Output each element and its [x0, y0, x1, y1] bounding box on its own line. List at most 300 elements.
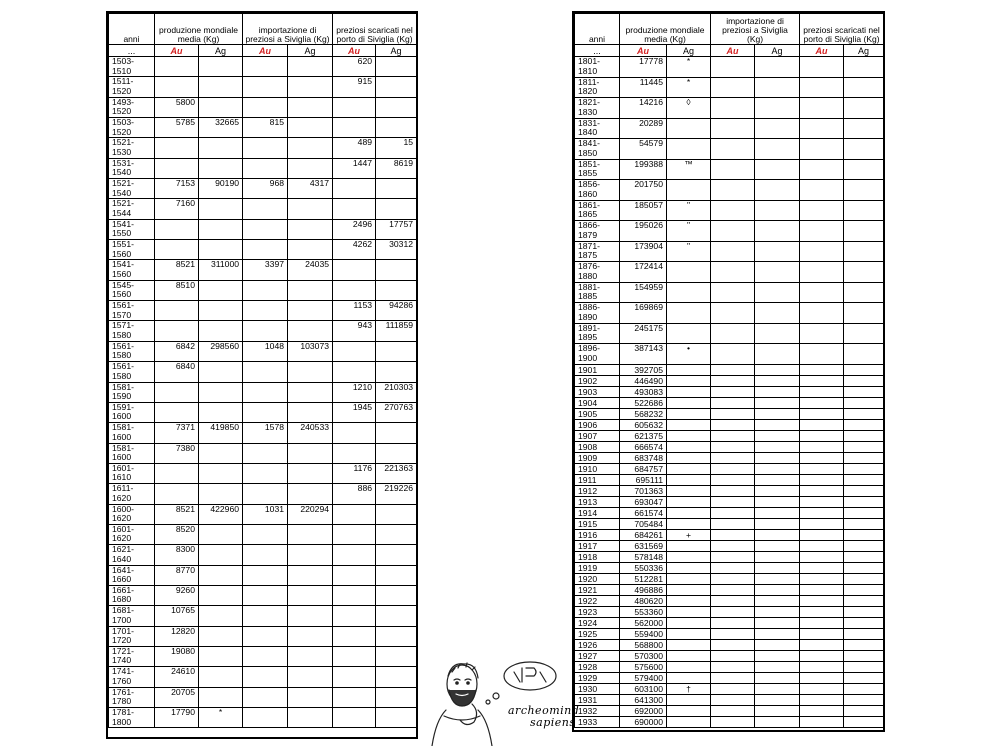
table-row — [575, 57, 884, 78]
importazione-ag-cell — [755, 562, 800, 573]
produzione-au-cell: 8521 — [155, 260, 199, 280]
anni-cell: 1551-1560 — [109, 240, 155, 260]
importazione-au-cell — [711, 485, 755, 496]
preziosi-au-cell: 1945 — [333, 402, 376, 422]
preziosi-ag-cell: 17757 — [376, 219, 417, 239]
importazione-au-cell — [711, 118, 755, 139]
table-row — [109, 77, 417, 97]
produzione-au-cell: 684757 — [620, 463, 667, 474]
produzione-ag-cell — [667, 408, 711, 419]
table-row — [575, 419, 884, 430]
anni-cell: 1933 — [575, 716, 620, 727]
anni-cell: 1811-1820 — [575, 77, 620, 98]
importazione-au-cell — [711, 694, 755, 705]
importazione-au-cell — [711, 375, 755, 386]
table-row — [575, 303, 884, 324]
anni-cell: 1912 — [575, 485, 620, 496]
importazione-au-cell — [711, 200, 755, 221]
importazione-au-cell — [243, 646, 288, 666]
produzione-au-cell: 20705 — [155, 687, 199, 707]
preziosi-au-cell — [333, 179, 376, 199]
preziosi-ag-cell — [844, 139, 884, 160]
preziosi-ag-cell — [844, 540, 884, 551]
preziosi-au-cell — [333, 362, 376, 382]
preziosi-ag-cell — [844, 386, 884, 397]
produzione-ag-cell — [667, 562, 711, 573]
anni-cell: 1896-1900 — [575, 344, 620, 365]
produzione-au-cell: 480620 — [620, 595, 667, 606]
produzione-ag-cell — [199, 687, 243, 707]
anni-cell: 1914 — [575, 507, 620, 518]
preziosi-au-cell — [800, 159, 844, 180]
produzione-au-cell: 172414 — [620, 262, 667, 283]
produzione-ag-cell: † — [667, 683, 711, 694]
produzione-au-cell: 684261 — [620, 529, 667, 540]
table-row — [575, 139, 884, 160]
anni-cell: 1545-1560 — [109, 280, 155, 300]
importazione-au-cell — [243, 565, 288, 585]
preziosi-ag-cell — [844, 364, 884, 375]
preziosi-ag-cell — [376, 443, 417, 463]
anni-cell: 1932 — [575, 705, 620, 716]
importazione-ag-cell — [288, 382, 333, 402]
importazione-ag-cell — [755, 485, 800, 496]
preziosi-au-cell — [800, 617, 844, 628]
preziosi-au-cell — [800, 463, 844, 474]
preziosi-au-cell: 1447 — [333, 158, 376, 178]
anni-cell: 1521-1530 — [109, 138, 155, 158]
produzione-ag-cell — [199, 57, 243, 77]
importazione-au-cell — [711, 584, 755, 595]
importazione-ag-cell — [755, 262, 800, 283]
preziosi-ag-cell — [844, 474, 884, 485]
preziosi-ag-cell — [844, 694, 884, 705]
preziosi-ag-cell — [844, 716, 884, 727]
anni-cell: 1761-1780 — [109, 687, 155, 707]
preziosi-au-cell — [800, 474, 844, 485]
anni-cell: 1721-1740 — [109, 646, 155, 666]
anni-cell: 1503-1520 — [109, 118, 155, 138]
table-row — [109, 280, 417, 300]
importazione-au-cell — [711, 344, 755, 365]
anni-cell: 1910 — [575, 463, 620, 474]
produzione-ag-cell — [667, 323, 711, 344]
anni-cell: 1521-1544 — [109, 199, 155, 219]
header-au: Au — [243, 45, 288, 57]
produzione-ag-cell — [667, 672, 711, 683]
preziosi-ag-cell — [844, 661, 884, 672]
produzione-au-cell: 5785 — [155, 118, 199, 138]
table-row — [109, 565, 417, 585]
produzione-ag-cell — [199, 443, 243, 463]
importazione-ag-cell — [288, 219, 333, 239]
produzione-ag-cell — [667, 716, 711, 727]
importazione-ag-cell — [755, 282, 800, 303]
preziosi-au-cell — [333, 585, 376, 605]
importazione-au-cell — [711, 452, 755, 463]
produzione-ag-cell: 90190 — [199, 179, 243, 199]
header-au: Au — [620, 45, 667, 57]
anni-cell: 1581-1600 — [109, 423, 155, 443]
preziosi-ag-cell — [376, 199, 417, 219]
header-ag: Ag — [755, 45, 800, 57]
table-row — [575, 661, 884, 672]
table-row — [575, 323, 884, 344]
table-row — [575, 496, 884, 507]
importazione-au-cell — [711, 474, 755, 485]
produzione-au-cell — [155, 321, 199, 341]
importazione-ag-cell — [755, 303, 800, 324]
table-row — [575, 397, 884, 408]
anni-cell: 1931 — [575, 694, 620, 705]
anni-cell: 1561-1580 — [109, 362, 155, 382]
produzione-ag-cell — [199, 463, 243, 483]
importazione-au-cell — [711, 262, 755, 283]
anni-cell: 1581-1590 — [109, 382, 155, 402]
preziosi-ag-cell — [376, 504, 417, 524]
preziosi-au-cell — [333, 260, 376, 280]
anni-cell: 1902 — [575, 375, 620, 386]
preziosi-ag-cell — [844, 241, 884, 262]
produzione-ag-cell — [199, 362, 243, 382]
preziosi-au-cell — [800, 650, 844, 661]
produzione-au-cell — [155, 484, 199, 504]
anni-cell: 1920 — [575, 573, 620, 584]
preziosi-au-cell — [800, 323, 844, 344]
importazione-ag-cell — [755, 694, 800, 705]
produzione-au-cell: 493083 — [620, 386, 667, 397]
table-row — [575, 562, 884, 573]
importazione-au-cell — [243, 382, 288, 402]
preziosi-ag-cell — [376, 118, 417, 138]
table-row — [109, 382, 417, 402]
produzione-ag-cell — [199, 97, 243, 117]
anni-cell: 1886-1890 — [575, 303, 620, 324]
anni-cell: 1856-1860 — [575, 180, 620, 201]
importazione-ag-cell — [755, 595, 800, 606]
importazione-au-cell — [711, 705, 755, 716]
anni-cell: 1917 — [575, 540, 620, 551]
preziosi-au-cell: 943 — [333, 321, 376, 341]
importazione-ag-cell — [755, 474, 800, 485]
preziosi-au-cell: 2496 — [333, 219, 376, 239]
produzione-ag-cell — [667, 262, 711, 283]
importazione-au-cell — [243, 606, 288, 626]
importazione-au-cell — [711, 98, 755, 119]
preziosi-ag-cell — [844, 282, 884, 303]
importazione-ag-cell — [288, 443, 333, 463]
preziosi-ag-cell: 30312 — [376, 240, 417, 260]
preziosi-ag-cell — [844, 639, 884, 650]
importazione-au-cell: 1578 — [243, 423, 288, 443]
importazione-au-cell — [711, 323, 755, 344]
importazione-au-cell — [711, 551, 755, 562]
header-produzione: produzione mondiale media (Kg) — [620, 14, 711, 45]
anni-cell: 1611-1620 — [109, 484, 155, 504]
table-row — [575, 364, 884, 375]
table-row — [575, 463, 884, 474]
importazione-au-cell — [711, 430, 755, 441]
table-row — [109, 97, 417, 117]
anni-cell: 1641-1660 — [109, 565, 155, 585]
importazione-ag-cell — [755, 408, 800, 419]
produzione-au-cell: 690000 — [620, 716, 667, 727]
produzione-ag-cell — [199, 301, 243, 321]
importazione-ag-cell — [755, 419, 800, 430]
preziosi-ag-cell: 219226 — [376, 484, 417, 504]
importazione-ag-cell — [288, 158, 333, 178]
importazione-au-cell — [711, 518, 755, 529]
preziosi-au-cell: 620 — [333, 57, 376, 77]
importazione-ag-cell — [288, 646, 333, 666]
table-row — [575, 672, 884, 683]
produzione-au-cell: 512281 — [620, 573, 667, 584]
produzione-ag-cell: ™ — [667, 159, 711, 180]
produzione-ag-cell — [667, 661, 711, 672]
preziosi-au-cell — [333, 646, 376, 666]
importazione-ag-cell — [288, 626, 333, 646]
importazione-au-cell — [711, 507, 755, 518]
importazione-au-cell — [243, 484, 288, 504]
table-row — [575, 159, 884, 180]
produzione-ag-cell — [199, 524, 243, 544]
produzione-au-cell: 154959 — [620, 282, 667, 303]
produzione-au-cell: 578148 — [620, 551, 667, 562]
produzione-au-cell: 7153 — [155, 179, 199, 199]
anni-cell: 1919 — [575, 562, 620, 573]
header-produzione: produzione mondiale media (Kg) — [155, 14, 243, 45]
importazione-au-cell: 815 — [243, 118, 288, 138]
produzione-ag-cell: * — [667, 77, 711, 98]
produzione-ag-cell — [199, 382, 243, 402]
preziosi-ag-cell: 94286 — [376, 301, 417, 321]
importazione-ag-cell: 4317 — [288, 179, 333, 199]
produzione-au-cell: 10765 — [155, 606, 199, 626]
produzione-ag-cell — [667, 180, 711, 201]
produzione-au-cell: 705484 — [620, 518, 667, 529]
preziosi-au-cell: 489 — [333, 138, 376, 158]
table-row — [575, 282, 884, 303]
produzione-ag-cell: 311000 — [199, 260, 243, 280]
anni-cell: 1907 — [575, 430, 620, 441]
importazione-ag-cell — [755, 716, 800, 727]
produzione-au-cell: 631569 — [620, 540, 667, 551]
produzione-ag-cell — [199, 545, 243, 565]
preziosi-ag-cell — [844, 650, 884, 661]
table-row — [109, 341, 417, 361]
preziosi-au-cell — [800, 507, 844, 518]
header-au: Au — [155, 45, 199, 57]
produzione-au-cell: 20289 — [620, 118, 667, 139]
table-row — [109, 179, 417, 199]
preziosi-ag-cell — [376, 77, 417, 97]
importazione-au-cell — [243, 524, 288, 544]
preziosi-au-cell — [800, 139, 844, 160]
preziosi-au-cell — [800, 639, 844, 650]
importazione-au-cell — [243, 626, 288, 646]
preziosi-au-cell — [333, 606, 376, 626]
table-row — [109, 484, 417, 504]
preziosi-ag-cell: 111859 — [376, 321, 417, 341]
importazione-ag-cell — [288, 402, 333, 422]
table-row — [575, 200, 884, 221]
importazione-ag-cell — [755, 606, 800, 617]
preziosi-au-cell — [333, 199, 376, 219]
importazione-ag-cell — [288, 77, 333, 97]
anni-cell: 1861-1865 — [575, 200, 620, 221]
produzione-au-cell: 8520 — [155, 524, 199, 544]
table-row — [575, 617, 884, 628]
table-row — [109, 158, 417, 178]
preziosi-ag-cell — [376, 524, 417, 544]
preziosi-au-cell — [800, 606, 844, 617]
anni-cell: 1871-1875 — [575, 241, 620, 262]
produzione-ag-cell — [199, 280, 243, 300]
table-row — [575, 540, 884, 551]
importazione-ag-cell — [755, 364, 800, 375]
preziosi-au-cell — [800, 628, 844, 639]
importazione-ag-cell — [755, 241, 800, 262]
produzione-ag-cell — [199, 199, 243, 219]
importazione-au-cell — [711, 463, 755, 474]
importazione-ag-cell — [288, 484, 333, 504]
produzione-ag-cell: 419850 — [199, 423, 243, 443]
anni-cell: 1909 — [575, 452, 620, 463]
header-anni: anni — [109, 14, 155, 45]
produzione-ag-cell — [667, 694, 711, 705]
table-row — [575, 628, 884, 639]
anni-cell: 1503-1510 — [109, 57, 155, 77]
importazione-au-cell — [711, 573, 755, 584]
importazione-au-cell — [243, 463, 288, 483]
importazione-ag-cell — [288, 138, 333, 158]
preziosi-au-cell — [333, 545, 376, 565]
preziosi-ag-cell — [844, 98, 884, 119]
produzione-au-cell — [155, 382, 199, 402]
importazione-au-cell — [711, 408, 755, 419]
produzione-au-cell: 579400 — [620, 672, 667, 683]
importazione-ag-cell — [755, 661, 800, 672]
importazione-au-cell — [243, 240, 288, 260]
importazione-au-cell — [711, 303, 755, 324]
produzione-au-cell — [155, 463, 199, 483]
preziosi-au-cell — [333, 443, 376, 463]
preziosi-ag-cell — [376, 646, 417, 666]
produzione-au-cell: 199388 — [620, 159, 667, 180]
table-row — [575, 639, 884, 650]
preziosi-ag-cell — [376, 626, 417, 646]
importazione-ag-cell — [288, 565, 333, 585]
preziosi-au-cell — [800, 282, 844, 303]
table-row — [575, 452, 884, 463]
table-row — [109, 504, 417, 524]
table-row — [575, 705, 884, 716]
preziosi-ag-cell — [844, 221, 884, 242]
table-row — [109, 301, 417, 321]
table-row — [575, 441, 884, 452]
importazione-au-cell — [711, 57, 755, 78]
produzione-au-cell: 11445 — [620, 77, 667, 98]
produzione-au-cell: 692000 — [620, 705, 667, 716]
anni-cell: 1511-1520 — [109, 77, 155, 97]
produzione-ag-cell — [199, 138, 243, 158]
importazione-au-cell — [711, 595, 755, 606]
importazione-au-cell — [243, 280, 288, 300]
table-row — [109, 585, 417, 605]
produzione-au-cell — [155, 57, 199, 77]
preziosi-au-cell — [333, 341, 376, 361]
preziosi-ag-cell — [376, 57, 417, 77]
right-table-body — [575, 57, 884, 728]
importazione-au-cell — [243, 97, 288, 117]
importazione-au-cell — [711, 364, 755, 375]
importazione-au-cell — [711, 139, 755, 160]
importazione-au-cell — [243, 321, 288, 341]
anni-cell: 1741-1760 — [109, 667, 155, 687]
left-table-body — [109, 57, 417, 728]
logo-text-line1: archeomind — [508, 704, 580, 717]
preziosi-au-cell — [800, 303, 844, 324]
left-table — [106, 11, 418, 739]
importazione-au-cell — [711, 397, 755, 408]
importazione-au-cell — [243, 77, 288, 97]
importazione-au-cell — [711, 441, 755, 452]
preziosi-au-cell: 4262 — [333, 240, 376, 260]
produzione-au-cell: 553360 — [620, 606, 667, 617]
preziosi-au-cell — [800, 118, 844, 139]
produzione-ag-cell — [667, 118, 711, 139]
table-row — [575, 408, 884, 419]
preziosi-ag-cell — [844, 672, 884, 683]
produzione-ag-cell — [667, 551, 711, 562]
preziosi-ag-cell — [844, 507, 884, 518]
table-row — [109, 646, 417, 666]
produzione-au-cell: 8300 — [155, 545, 199, 565]
preziosi-ag-cell: 270763 — [376, 402, 417, 422]
preziosi-au-cell — [800, 661, 844, 672]
anni-cell: 1911 — [575, 474, 620, 485]
produzione-ag-cell — [667, 705, 711, 716]
produzione-au-cell: 683748 — [620, 452, 667, 463]
table-row — [109, 687, 417, 707]
preziosi-ag-cell — [844, 463, 884, 474]
produzione-au-cell: 695111 — [620, 474, 667, 485]
produzione-ag-cell: " — [667, 221, 711, 242]
anni-cell: 1925 — [575, 628, 620, 639]
produzione-ag-cell — [199, 158, 243, 178]
preziosi-au-cell — [800, 180, 844, 201]
produzione-ag-cell — [199, 219, 243, 239]
table-row — [575, 584, 884, 595]
preziosi-ag-cell — [376, 423, 417, 443]
preziosi-au-cell — [800, 408, 844, 419]
preziosi-ag-cell — [376, 280, 417, 300]
produzione-ag-cell — [667, 441, 711, 452]
anni-cell: 1831-1840 — [575, 118, 620, 139]
produzione-ag-cell — [667, 617, 711, 628]
importazione-au-cell — [243, 301, 288, 321]
importazione-ag-cell — [755, 496, 800, 507]
importazione-au-cell — [711, 562, 755, 573]
preziosi-au-cell — [333, 687, 376, 707]
produzione-au-cell: 19080 — [155, 646, 199, 666]
preziosi-ag-cell — [844, 705, 884, 716]
importazione-au-cell — [711, 529, 755, 540]
importazione-ag-cell — [288, 57, 333, 77]
importazione-au-cell — [243, 138, 288, 158]
importazione-au-cell — [711, 628, 755, 639]
preziosi-au-cell — [800, 529, 844, 540]
